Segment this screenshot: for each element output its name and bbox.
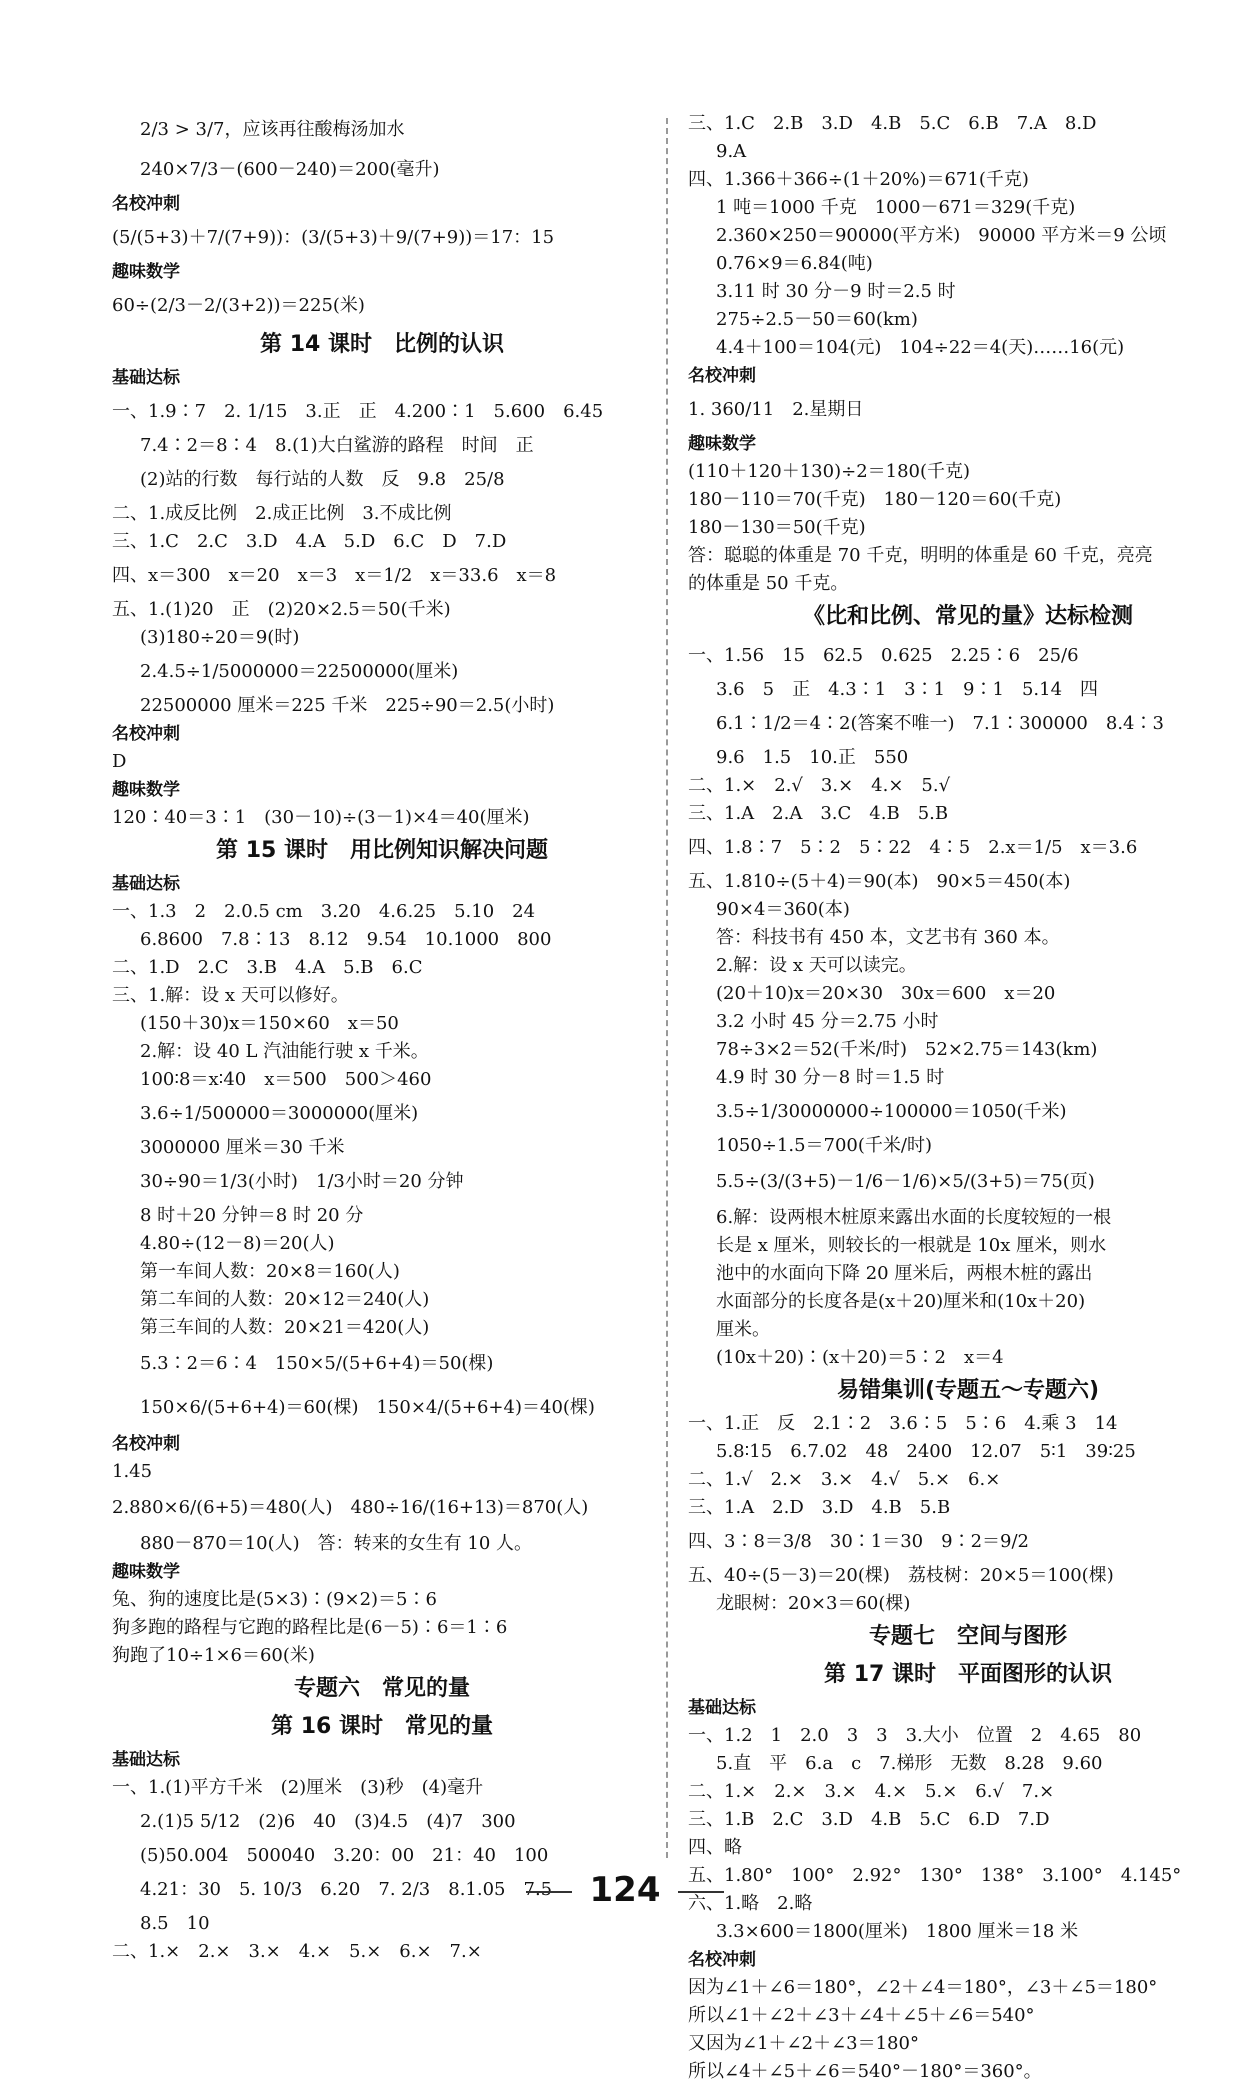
answer-line: 的体重是 50 千克。	[688, 573, 849, 594]
answer-line: 7.4∶2＝8∶4 8.(1)大白鲨游的路程 时间 正	[140, 435, 534, 456]
answer-line: 100∶8＝x∶40 x＝500 500＞460	[140, 1069, 432, 1090]
answer-line: 2.880×6/(6+5)＝480(人) 480÷16/(16+13)＝870(人)	[112, 1497, 589, 1518]
answer-line: 答：聪聪的体重是 70 千克，明明的体重是 60 千克，亮亮	[688, 545, 1153, 566]
answer-line: 120∶40＝3∶1 (30－10)÷(3－1)×4＝40(厘米)	[112, 807, 530, 828]
answer-line: 4.4＋100＝104(元) 104÷22＝4(天)……16(元)	[716, 337, 1125, 358]
answer-line: 一、1.9∶7 2. 1/15 3.正 正 4.200∶1 5.600 6.45	[112, 401, 604, 422]
answer-line: 3000000 厘米＝30 千米	[140, 1137, 345, 1158]
answer-line: (110＋120＋130)÷2＝180(千克)	[688, 461, 971, 482]
answer-line: 1050÷1.5＝700(千米/时)	[716, 1135, 932, 1156]
answer-line: 8 时＋20 分钟＝8 时 20 分	[140, 1205, 364, 1226]
answer-line: 龙眼树：20×3＝60(棵)	[716, 1593, 911, 1614]
answer-line: 3.2 小时 45 分＝2.75 小时	[716, 1011, 939, 1032]
answer-line: 二、1.× 2.× 3.× 4.× 5.× 6.√ 7.×	[688, 1781, 1055, 1802]
answer-line: 5.8∶15 6.7.02 48 2400 12.07 5∶1 39∶25	[716, 1441, 1136, 1462]
section-label: 名校冲刺	[112, 194, 180, 214]
answer-line: 二、1.× 2.× 3.× 4.× 5.× 6.× 7.×	[112, 1941, 482, 1962]
answer-line: 四、x＝300 x＝20 x＝3 x＝1/2 x＝33.6 x＝8	[112, 565, 557, 586]
section-label: 名校冲刺	[112, 1434, 180, 1454]
answer-line: 5.5÷(3/(3+5)－1/6－1/6)×5/(3+5)＝75(页)	[716, 1171, 1095, 1192]
section-label: 基础达标	[112, 368, 180, 388]
answer-line: 一、1.56 15 62.5 0.625 2.25∶6 25/6	[688, 645, 1079, 666]
answer-line: 240×7/3－(600－240)＝200(毫升)	[140, 159, 440, 180]
answer-line: 二、1.× 2.√ 3.× 4.× 5.√	[688, 775, 951, 796]
answer-line: 水面部分的长度各是(x＋20)厘米和(10x＋20)	[716, 1291, 1086, 1312]
answer-line: 2.解：设 40 L 汽油能行驶 x 千米。	[140, 1041, 429, 1062]
answer-line: 一、1.3 2 2.0.5 cm 3.20 4.6.25 5.10 24	[112, 901, 536, 922]
page-number-dash-left	[526, 1891, 572, 1893]
answer-line: 1 吨＝1000 千克 1000－671＝329(千克)	[716, 197, 1076, 218]
section-label: 基础达标	[112, 1750, 180, 1770]
section-label: 趣味数学	[688, 434, 756, 454]
answer-line: 第二车间的人数：20×12＝240(人)	[140, 1289, 430, 1310]
answer-line: 6.8600 7.8∶13 8.12 9.54 10.1000 800	[140, 929, 552, 950]
page-number-text: 124	[589, 1870, 661, 1910]
answer-line: 1.45	[112, 1461, 153, 1482]
section-label: 名校冲刺	[688, 366, 756, 386]
answer-line: 2.4.5÷1/5000000＝22500000(厘米)	[140, 661, 459, 682]
answer-line: 880－870＝10(人) 答：转来的女生有 10 人。	[140, 1533, 533, 1554]
answer-line: (150＋30)x＝150×60 x＝50	[140, 1013, 399, 1034]
section-label: 基础达标	[112, 874, 180, 894]
answer-line: 四、3∶8＝3/8 30∶1＝30 9∶2＝9/2	[688, 1531, 1030, 1552]
answer-line: 四、1.366＋366÷(1＋20%)＝671(千克)	[688, 169, 1029, 190]
section-label: 名校冲刺	[688, 1950, 756, 1970]
answer-line: 四、略	[688, 1837, 742, 1858]
section-title: 第 14 课时 比例的认识	[260, 332, 504, 357]
answer-line: 第一车间人数：20×8＝160(人)	[140, 1261, 400, 1282]
answer-line: 五、1.810÷(5＋4)＝90(本) 90×5＝450(本)	[688, 871, 1071, 892]
section-label: 趣味数学	[112, 262, 180, 282]
section-title: 《比和比例、常见的量》达标检测	[802, 604, 1133, 629]
section-label: 基础达标	[688, 1698, 756, 1718]
answer-line: 4.21：30 5. 10/3 6.20 7. 2/3 8.1.05 7.5	[140, 1879, 553, 1900]
answer-line: D	[112, 751, 127, 772]
answer-line: 池中的水面向下降 20 厘米后，两根木桩的露出	[716, 1263, 1093, 1284]
section-title: 第 17 课时 平面图形的认识	[824, 1662, 1112, 1687]
answer-line: 8.5 10	[140, 1913, 210, 1934]
page-number-dash-right	[678, 1891, 724, 1893]
answer-line: 所以∠4＋∠5＋∠6＝540°－180°＝360°。	[688, 2061, 1042, 2082]
answer-line: 2.解：设 x 天可以读完。	[716, 955, 917, 976]
answer-line: 第三车间的人数：20×21＝420(人)	[140, 1317, 430, 1338]
left-column	[112, 110, 652, 1966]
answer-line: (5/(5+3)＋7/(7+9))：(3/(5+3)＋9/(7+9))＝17：15	[112, 227, 555, 248]
answer-line: 22500000 厘米＝225 千米 225÷90＝2.5(小时)	[140, 695, 555, 716]
answer-line: 兔、狗的速度比是(5×3)∶(9×2)＝5∶6	[112, 1589, 437, 1610]
answer-line: (2)站的行数 每行站的人数 反 9.8 25/8	[140, 469, 505, 490]
answer-line: 3.6 5 正 4.3∶1 3∶1 9∶1 5.14 四	[716, 679, 1099, 700]
answer-line: 二、1.成反比例 2.成正比例 3.不成比例	[112, 503, 452, 524]
answer-line: 78÷3×2＝52(千米/时) 52×2.75＝143(km)	[716, 1039, 1098, 1060]
answer-line: 三、1.A 2.D 3.D 4.B 5.B	[688, 1497, 951, 1518]
answer-line: 3.3×600＝1800(厘米) 1800 厘米＝18 米	[716, 1921, 1079, 1942]
right-column	[688, 110, 1248, 2086]
answer-line: 三、1.C 2.B 3.D 4.B 5.C 6.B 7.A 8.D	[688, 113, 1097, 134]
answer-line: 180－110＝70(千克) 180－120＝60(千克)	[688, 489, 1062, 510]
answer-line: (10x＋20)∶(x＋20)＝5∶2 x＝4	[716, 1347, 1004, 1368]
section-title: 专题六 常见的量	[293, 1676, 470, 1701]
answer-line: 60÷(2/3－2/(3+2))＝225(米)	[112, 295, 365, 316]
answer-line: 150×6/(5+6+4)＝60(棵) 150×4/(5+6+4)＝40(棵)	[140, 1397, 595, 1418]
answer-line: 狗多跑的路程与它跑的路程比是(6－5)∶6＝1∶6	[112, 1617, 508, 1638]
answer-line: 4.9 时 30 分－8 时＝1.5 时	[716, 1067, 945, 1088]
answer-line: 1. 360/11 2.星期日	[688, 399, 864, 420]
answer-line: 3.5÷1/30000000÷100000＝1050(千米)	[716, 1101, 1067, 1122]
answer-line: 6.解：设两根木桩原来露出水面的长度较短的一根	[716, 1207, 1112, 1228]
answer-line: 6.1∶1/2＝4∶2(答案不唯一) 7.1∶300000 8.4∶3	[716, 713, 1164, 734]
answer-line: 三、1.C 2.C 3.D 4.A 5.D 6.C D 7.D	[112, 531, 507, 552]
answer-line: 二、1.√ 2.× 3.× 4.√ 5.× 6.×	[688, 1469, 1001, 1490]
answer-line: 三、1.B 2.C 3.D 4.B 5.C 6.D 7.D	[688, 1809, 1050, 1830]
section-label: 趣味数学	[112, 780, 180, 800]
answer-line: 一、1.正 反 2.1∶2 3.6∶5 5∶6 4.乘 3 14	[688, 1413, 1118, 1434]
answer-line: 3.11 时 30 分－9 时＝2.5 时	[716, 281, 956, 302]
section-title: 专题七 空间与图形	[868, 1624, 1067, 1649]
answer-line: 三、1.A 2.A 3.C 4.B 5.B	[688, 803, 949, 824]
answer-line: 3.6÷1/500000＝3000000(厘米)	[140, 1103, 419, 1124]
answer-line: 2.360×250＝90000(平方米) 90000 平方米＝9 公顷	[716, 225, 1167, 246]
answer-line: 9.6 1.5 10.正 550	[716, 747, 909, 768]
answer-line: 五、40÷(5－3)＝20(棵) 荔枝树：20×5＝100(棵)	[688, 1565, 1114, 1586]
answer-line: 狗跑了10÷1×6＝60(米)	[112, 1645, 315, 1666]
answer-line: (3)180÷20＝9(时)	[140, 627, 300, 648]
column-divider	[666, 118, 668, 1858]
answer-line: 因为∠1＋∠6＝180°，∠2＋∠4＝180°，∠3＋∠5＝180°	[688, 1977, 1158, 1998]
answer-line: 9.A	[716, 141, 747, 162]
answer-line: 30÷90＝1/3(小时) 1/3小时＝20 分钟	[140, 1171, 464, 1192]
section-title: 易错集训(专题五～专题六)	[836, 1378, 1100, 1403]
answer-line: 六、1.略 2.略	[688, 1893, 813, 1914]
answer-line: 2.(1)5 5/12 (2)6 40 (3)4.5 (4)7 300	[140, 1811, 516, 1832]
answer-line: 答：科技书有 450 本，文艺书有 360 本。	[716, 927, 1060, 948]
section-title: 第 16 课时 常见的量	[271, 1714, 493, 1739]
answer-line: 长是 x 厘米，则较长的一根就是 10x 厘米，则水	[716, 1235, 1107, 1256]
answer-line: 90×4＝360(本)	[716, 899, 850, 920]
answer-line: 四、1.8∶7 5∶2 5∶22 4∶5 2.x＝1/5 x＝3.6	[688, 837, 1138, 858]
page-number	[0, 1870, 1250, 1910]
answer-line: (5)50.004 500040 3.20：00 21：40 100	[140, 1845, 549, 1866]
answer-line: 5.直 平 6.a c 7.梯形 无数 8.28 9.60	[716, 1753, 1103, 1774]
answer-line: 三、1.解：设 x 天可以修好。	[112, 985, 349, 1006]
answer-line: 180－130＝50(千克)	[688, 517, 866, 538]
answer-line: 所以∠1＋∠2＋∠3＋∠4＋∠5＋∠6＝540°	[688, 2005, 1035, 2026]
answer-line: 二、1.D 2.C 3.B 4.A 5.B 6.C	[112, 957, 423, 978]
answer-line: 一、1.(1)平方千米 (2)厘米 (3)秒 (4)毫升	[112, 1777, 484, 1798]
section-label: 趣味数学	[112, 1562, 180, 1582]
answer-line: 厘米。	[716, 1319, 770, 1340]
answer-line: 0.76×9＝6.84(吨)	[716, 253, 873, 274]
section-label: 名校冲刺	[112, 724, 180, 744]
section-title: 第 15 课时 用比例知识解决问题	[216, 838, 548, 863]
answer-line: 5.3∶2＝6∶4 150×5/(5+6+4)＝50(棵)	[140, 1353, 494, 1374]
answer-line: 275÷2.5－50＝60(km)	[716, 309, 918, 330]
answer-line: 2/3 > 3/7，应该再往酸梅汤加水	[140, 119, 405, 140]
answer-line: 五、1.(1)20 正 (2)20×2.5＝50(千米)	[112, 599, 451, 620]
answer-line: 五、1.80° 100° 2.92° 130° 138° 3.100° 4.145°	[688, 1865, 1182, 1886]
answer-line: (20＋10)x＝20×30 30x＝600 x＝20	[716, 983, 1056, 1004]
answer-line: 又因为∠1＋∠2＋∠3＝180°	[688, 2033, 919, 2054]
answer-line: 一、1.2 1 2.0 3 3 3.大小 位置 2 4.65 80	[688, 1725, 1142, 1746]
answer-line: 4.80÷(12－8)＝20(人)	[140, 1233, 335, 1254]
